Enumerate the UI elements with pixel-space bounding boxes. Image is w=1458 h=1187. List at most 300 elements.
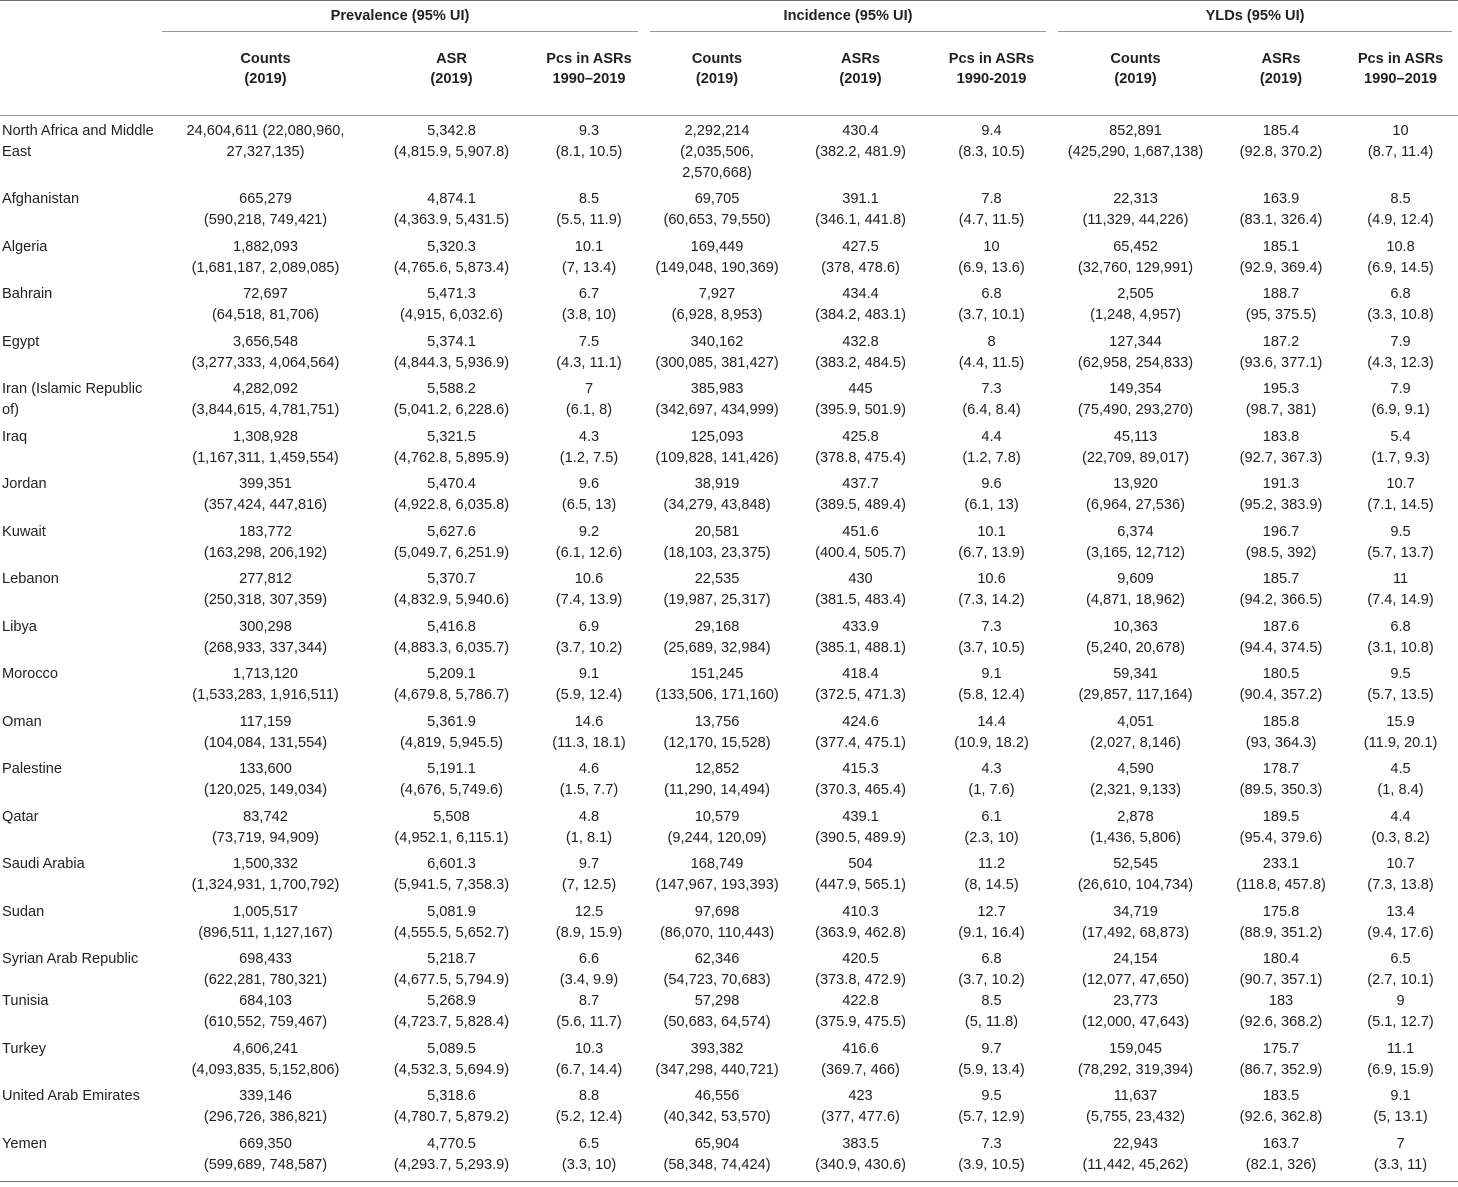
table-row bbox=[0, 1086, 1458, 1134]
incidence-pcs-header bbox=[931, 39, 1052, 116]
prevalence-group-header bbox=[162, 1, 644, 40]
value-cell bbox=[931, 379, 1052, 427]
value-cell bbox=[1219, 1086, 1343, 1134]
cell-interval: (93.6, 377.1) bbox=[1239, 354, 1323, 371]
cell-interval: (5, 13.1) bbox=[1373, 1109, 1428, 1125]
value-cell bbox=[162, 427, 369, 475]
value-cell bbox=[931, 991, 1052, 1039]
cell-interval: (4,922.8, 6,035.8) bbox=[393, 497, 510, 513]
value-cell bbox=[644, 617, 790, 665]
cell-value: 433.9 bbox=[842, 618, 879, 635]
cell-value: 10 bbox=[983, 238, 1000, 255]
value-cell bbox=[162, 902, 369, 950]
header-line: (2019) bbox=[839, 71, 882, 87]
cell-interval: (346.1, 441.8) bbox=[815, 212, 906, 228]
country-cell: North Africa and Middle East bbox=[2, 123, 154, 160]
value-cell bbox=[644, 332, 790, 380]
table-row bbox=[0, 991, 1458, 1039]
cell-interval: (4,780.7, 5,879.2) bbox=[393, 1109, 510, 1125]
value-cell bbox=[931, 116, 1052, 190]
country-cell: Qatar bbox=[2, 808, 39, 825]
value-cell bbox=[534, 1039, 644, 1087]
cell-interval: (25,689, 32,984) bbox=[663, 639, 771, 656]
cell-value: 34,719 bbox=[1113, 903, 1158, 920]
country-cell: Iran (Islamic Republic of) bbox=[2, 381, 143, 418]
header-line: (2019) bbox=[244, 71, 287, 87]
table-row bbox=[0, 1039, 1458, 1087]
cell-interval: (19,987, 25,317) bbox=[663, 592, 771, 608]
cell-value: 175.7 bbox=[1262, 1040, 1300, 1057]
cell-value: 4,051 bbox=[1117, 713, 1154, 730]
value-cell bbox=[162, 1039, 369, 1087]
cell-value: 4.4 bbox=[1390, 808, 1411, 825]
value-cell bbox=[1219, 237, 1343, 285]
cell-value: 6.1 bbox=[981, 808, 1002, 825]
empty-corner-cell bbox=[0, 1, 162, 40]
value-cell bbox=[162, 854, 369, 902]
value-cell bbox=[162, 116, 369, 190]
cell-value: 9.2 bbox=[578, 523, 600, 540]
value-cell bbox=[1052, 1086, 1219, 1134]
cell-interval: (6.9, 13.6) bbox=[958, 259, 1025, 276]
value-cell bbox=[534, 902, 644, 950]
value-cell bbox=[534, 617, 644, 665]
cell-interval: (7.3, 13.8) bbox=[1367, 877, 1434, 893]
cell-interval: (6.9, 15.9) bbox=[1367, 1061, 1434, 1078]
value-cell bbox=[931, 522, 1052, 570]
table-row bbox=[0, 474, 1458, 522]
cell-interval: (92.9, 369.4) bbox=[1239, 259, 1323, 276]
cell-interval: (1.2, 7.8) bbox=[962, 449, 1021, 466]
cell-value: 6.7 bbox=[578, 286, 600, 302]
cell-interval: (6,964, 27,536) bbox=[1086, 497, 1186, 513]
value-cell bbox=[162, 284, 369, 332]
cell-interval: (10.9, 18.2) bbox=[954, 734, 1029, 751]
cell-value: 1,308,928 bbox=[233, 428, 298, 445]
value-cell bbox=[790, 332, 931, 380]
cell-value: 5,342.8 bbox=[427, 123, 476, 139]
cell-interval: (296,726, 386,821) bbox=[203, 1109, 328, 1125]
cell-value: 11.1 bbox=[1386, 1040, 1415, 1057]
value-cell bbox=[1219, 569, 1343, 617]
cell-value: 9.4 bbox=[981, 123, 1002, 139]
value-cell bbox=[644, 712, 790, 760]
cell-value: 439.1 bbox=[842, 808, 879, 825]
cell-interval: (0.3, 8.2) bbox=[1371, 829, 1430, 846]
cell-interval: (382.2, 481.9) bbox=[815, 144, 906, 160]
cell-interval: (2,027, 8,146) bbox=[1090, 734, 1181, 751]
cell-value: 9.6 bbox=[981, 476, 1002, 492]
cell-value: 10.7 bbox=[1386, 856, 1415, 872]
country-cell: Kuwait bbox=[2, 523, 46, 540]
value-cell bbox=[1052, 854, 1219, 902]
country-cell: Oman bbox=[2, 713, 42, 730]
value-cell bbox=[1343, 1134, 1458, 1182]
cell-value: 9.1 bbox=[1390, 1088, 1411, 1104]
cell-interval: (300,085, 381,427) bbox=[655, 354, 779, 371]
cell-interval: (5, 11.8) bbox=[964, 1014, 1019, 1030]
cell-value: 423 bbox=[848, 1088, 873, 1104]
cell-value: 391.1 bbox=[842, 191, 879, 207]
cell-value: 5,361.9 bbox=[427, 713, 476, 730]
value-cell bbox=[1052, 807, 1219, 855]
cell-value: 6.8 bbox=[1390, 618, 1411, 635]
value-cell bbox=[931, 427, 1052, 475]
cell-interval: (4,676, 5,749.6) bbox=[399, 782, 504, 798]
cell-interval: (7.1, 14.5) bbox=[1367, 497, 1434, 513]
value-cell bbox=[1219, 712, 1343, 760]
cell-interval: (375.9, 475.5) bbox=[815, 1014, 906, 1030]
cell-value: 7.3 bbox=[981, 1135, 1002, 1152]
cell-interval: (425,290, 1,687,138) bbox=[1067, 144, 1204, 160]
value-cell bbox=[1343, 1086, 1458, 1134]
value-cell bbox=[644, 569, 790, 617]
value-cell bbox=[1343, 332, 1458, 380]
prevalence-pcs-header bbox=[534, 39, 644, 116]
cell-interval: (5.9, 13.4) bbox=[958, 1061, 1025, 1078]
value-cell bbox=[369, 664, 534, 712]
cell-interval: (8.7, 11.4) bbox=[1367, 144, 1434, 160]
value-cell bbox=[369, 807, 534, 855]
value-cell bbox=[1052, 237, 1219, 285]
cell-interval: (95, 375.5) bbox=[1245, 307, 1317, 323]
country-cell: Lebanon bbox=[2, 571, 59, 587]
value-cell bbox=[1343, 474, 1458, 522]
cell-value: 6.8 bbox=[981, 951, 1002, 967]
cell-value: 399,351 bbox=[239, 476, 292, 492]
cell-value: 9.1 bbox=[981, 666, 1002, 682]
cell-value: 4.6 bbox=[578, 761, 600, 777]
value-cell bbox=[534, 1086, 644, 1134]
header-line: Pcs in ASRs bbox=[546, 51, 632, 67]
cell-value: 9.7 bbox=[981, 1040, 1002, 1057]
value-cell bbox=[162, 991, 369, 1039]
cell-interval: (8.3, 10.5) bbox=[958, 144, 1025, 160]
cell-value: 8.5 bbox=[578, 191, 600, 207]
value-cell bbox=[534, 189, 644, 237]
cell-value: 1,500,332 bbox=[233, 856, 298, 872]
cell-value: 7 bbox=[1396, 1135, 1405, 1152]
value-cell bbox=[369, 1086, 534, 1134]
cell-interval: (133,506, 171,160) bbox=[655, 687, 779, 703]
cell-interval: (2,321, 9,133) bbox=[1090, 782, 1181, 798]
cell-value: 183 bbox=[1268, 993, 1294, 1009]
cell-value: 9 bbox=[1396, 993, 1405, 1009]
cell-value: 9,609 bbox=[1117, 571, 1154, 587]
value-cell bbox=[534, 854, 644, 902]
cell-interval: (3.3, 11) bbox=[1373, 1156, 1428, 1173]
cell-interval: (118.8, 457.8) bbox=[1236, 877, 1326, 893]
cell-interval: (610,552, 759,467) bbox=[203, 1014, 328, 1030]
cell-interval: (11.3, 18.1) bbox=[552, 734, 626, 751]
cell-interval: (2,035,506, bbox=[680, 144, 754, 160]
cell-interval: (4.7, 11.5) bbox=[958, 212, 1025, 228]
cell-value: 300,298 bbox=[239, 618, 292, 635]
cell-interval: (3.7, 10.2) bbox=[555, 639, 623, 656]
cell-interval: (75,490, 293,270) bbox=[1077, 402, 1194, 418]
cell-value: 5,318.6 bbox=[427, 1088, 476, 1104]
value-cell bbox=[162, 379, 369, 427]
table-row bbox=[0, 237, 1458, 285]
cell-value: 339,146 bbox=[239, 1088, 292, 1104]
cell-value: 188.7 bbox=[1262, 286, 1300, 302]
cell-interval: (32,760, 129,991) bbox=[1077, 259, 1194, 276]
cell-value: 7.9 bbox=[1390, 333, 1411, 350]
cell-interval: (92.6, 362.8) bbox=[1239, 1109, 1323, 1125]
value-cell bbox=[369, 332, 534, 380]
value-cell bbox=[644, 1086, 790, 1134]
cell-value: 22,313 bbox=[1113, 191, 1158, 207]
table-row bbox=[0, 189, 1458, 237]
value-cell bbox=[1343, 759, 1458, 807]
table-body bbox=[0, 116, 1458, 1182]
table-row bbox=[0, 854, 1458, 902]
cell-interval: (5.7, 13.7) bbox=[1367, 544, 1434, 561]
cell-interval: (7.4, 13.9) bbox=[555, 592, 623, 608]
cell-value: 8.5 bbox=[981, 993, 1002, 1009]
cell-value: 29,168 bbox=[694, 618, 740, 635]
cell-interval: (4,883.3, 6,035.7) bbox=[393, 639, 510, 656]
cell-value: 5,627.6 bbox=[427, 523, 476, 540]
cell-interval: (9.4, 17.6) bbox=[1367, 924, 1434, 941]
value-cell bbox=[1219, 427, 1343, 475]
value-cell bbox=[162, 474, 369, 522]
cell-interval: (5.2, 12.4) bbox=[555, 1109, 623, 1125]
value-cell bbox=[1219, 617, 1343, 665]
cell-value: 7.3 bbox=[981, 618, 1002, 635]
value-cell bbox=[644, 237, 790, 285]
cell-value: 4,606,241 bbox=[233, 1040, 298, 1057]
cell-interval: (4,844.3, 5,936.9) bbox=[393, 354, 510, 371]
value-cell bbox=[534, 474, 644, 522]
cell-value: 189.5 bbox=[1262, 808, 1300, 825]
value-cell bbox=[1343, 902, 1458, 950]
value-cell bbox=[1052, 991, 1219, 1039]
value-cell bbox=[534, 1134, 644, 1182]
cell-interval: (4,871, 18,962) bbox=[1086, 592, 1186, 608]
cell-value: 6.5 bbox=[578, 1135, 600, 1152]
cell-value: 185.8 bbox=[1262, 713, 1300, 730]
cell-value: 20,581 bbox=[694, 523, 740, 540]
cell-interval: (3.7, 10.2) bbox=[958, 972, 1025, 988]
cell-interval: (1, 8.4) bbox=[1377, 782, 1424, 798]
cell-value: 1,713,120 bbox=[233, 666, 298, 682]
cell-interval: (3.8, 10) bbox=[561, 307, 617, 323]
cell-interval: (5.6, 11.7) bbox=[556, 1014, 622, 1030]
cell-value: 6.9 bbox=[578, 618, 600, 635]
cell-value: 665,279 bbox=[239, 191, 292, 207]
value-cell bbox=[644, 807, 790, 855]
value-cell bbox=[1219, 1039, 1343, 1087]
cell-value: 13,920 bbox=[1113, 476, 1158, 492]
cell-interval: (1,167,311, 1,459,554) bbox=[192, 449, 339, 466]
table-row bbox=[0, 284, 1458, 332]
cell-value: 669,350 bbox=[239, 1135, 292, 1152]
value-cell bbox=[790, 759, 931, 807]
cell-value: 180.5 bbox=[1262, 666, 1300, 682]
cell-interval: (89.5, 350.3) bbox=[1239, 782, 1323, 798]
cell-value: 163.7 bbox=[1262, 1135, 1300, 1152]
value-cell bbox=[162, 759, 369, 807]
value-cell bbox=[790, 522, 931, 570]
table-row bbox=[0, 902, 1458, 950]
value-cell bbox=[931, 712, 1052, 760]
cell-value: 427.5 bbox=[842, 238, 879, 255]
cell-interval: (370.3, 465.4) bbox=[815, 782, 906, 798]
cell-value: 415.3 bbox=[842, 761, 879, 777]
cell-interval: (92.8, 370.2) bbox=[1239, 144, 1323, 160]
cell-value: 425.8 bbox=[842, 428, 879, 445]
cell-interval: (98.5, 392) bbox=[1245, 544, 1317, 561]
cell-interval: (4,532.3, 5,694.9) bbox=[393, 1061, 510, 1078]
cell-value: 195.3 bbox=[1262, 381, 1300, 397]
value-cell bbox=[790, 854, 931, 902]
value-cell bbox=[369, 569, 534, 617]
cell-interval: (12,170, 15,528) bbox=[663, 734, 771, 751]
cell-interval: (58,348, 74,424) bbox=[663, 1156, 771, 1173]
cell-value: 72,697 bbox=[243, 286, 288, 302]
value-cell bbox=[790, 237, 931, 285]
value-cell bbox=[644, 902, 790, 950]
value-cell bbox=[931, 949, 1052, 991]
country-cell: Bahrain bbox=[2, 286, 53, 302]
country-cell: Morocco bbox=[2, 666, 58, 682]
cell-interval: (383.2, 484.5) bbox=[815, 354, 906, 371]
value-cell bbox=[162, 1134, 369, 1182]
cell-value: 149,354 bbox=[1109, 381, 1162, 397]
cell-value: 504 bbox=[848, 856, 873, 872]
cell-interval: (4,915, 6,032.6) bbox=[399, 307, 504, 323]
table-row bbox=[0, 379, 1458, 427]
table-row bbox=[0, 949, 1458, 991]
value-cell bbox=[790, 949, 931, 991]
cell-interval: (163,298, 206,192) bbox=[203, 544, 328, 561]
cell-value: 62,346 bbox=[694, 951, 740, 967]
cell-interval: (7, 12.5) bbox=[561, 877, 617, 893]
cell-value: 10,363 bbox=[1113, 618, 1158, 635]
value-cell bbox=[162, 522, 369, 570]
value-cell bbox=[790, 379, 931, 427]
cell-value: 46,556 bbox=[694, 1088, 740, 1104]
cell-interval: (6.4, 8.4) bbox=[962, 402, 1021, 418]
cell-value: 185.1 bbox=[1262, 238, 1300, 255]
value-cell bbox=[1052, 116, 1219, 190]
cell-interval: (342,697, 434,999) bbox=[655, 402, 779, 418]
cell-interval: (4,819, 5,945.5) bbox=[399, 734, 504, 751]
cell-interval: (9.1, 16.4) bbox=[958, 924, 1025, 941]
country-cell: Jordan bbox=[2, 476, 47, 492]
value-cell bbox=[1343, 807, 1458, 855]
value-cell bbox=[1052, 189, 1219, 237]
cell-interval: (4,555.5, 5,652.7) bbox=[393, 924, 510, 941]
value-cell bbox=[369, 1039, 534, 1087]
value-cell bbox=[790, 1086, 931, 1134]
value-cell bbox=[162, 617, 369, 665]
cell-value: 4,770.5 bbox=[427, 1135, 476, 1152]
value-cell bbox=[1052, 759, 1219, 807]
country-cell: Tunisia bbox=[2, 993, 49, 1009]
value-cell bbox=[1343, 237, 1458, 285]
value-cell bbox=[369, 116, 534, 190]
cell-interval: (11,329, 44,226) bbox=[1082, 212, 1189, 228]
cell-interval: (373.8, 472.9) bbox=[815, 972, 906, 988]
cell-value: 4.4 bbox=[981, 428, 1002, 445]
table-row bbox=[0, 807, 1458, 855]
header-line: Pcs in ASRs bbox=[948, 51, 1035, 67]
cell-interval: (3,165, 12,712) bbox=[1086, 544, 1186, 561]
header-line: Counts bbox=[240, 51, 291, 67]
value-cell bbox=[1052, 427, 1219, 475]
value-cell bbox=[1219, 474, 1343, 522]
country-cell: Yemen bbox=[0, 1134, 162, 1182]
value-cell bbox=[1343, 617, 1458, 665]
cell-value: 4.3 bbox=[981, 761, 1002, 777]
value-cell bbox=[644, 949, 790, 991]
cell-interval: (73,719, 94,909) bbox=[211, 829, 320, 846]
value-cell bbox=[1219, 116, 1343, 190]
cell-interval: (60,653, 79,550) bbox=[663, 212, 771, 228]
value-cell bbox=[1343, 854, 1458, 902]
cell-interval: (377.4, 475.1) bbox=[815, 734, 906, 751]
group-header-row bbox=[0, 1, 1458, 40]
value-cell bbox=[369, 712, 534, 760]
cell-value: 340,162 bbox=[690, 333, 744, 350]
cell-value: 5,374.1 bbox=[427, 333, 476, 350]
cell-interval: (447.9, 565.1) bbox=[815, 877, 906, 893]
cell-value: 14.6 bbox=[574, 713, 604, 730]
cell-interval: (4,765.6, 5,873.4) bbox=[393, 259, 510, 276]
cell-interval: (4,832.9, 5,940.6) bbox=[393, 592, 510, 608]
cell-value: 4,282,092 bbox=[233, 381, 298, 397]
cell-value: 430 bbox=[848, 571, 873, 587]
value-cell bbox=[1343, 1039, 1458, 1087]
value-cell bbox=[644, 664, 790, 712]
cell-interval: (4,815.9, 5,907.8) bbox=[393, 144, 510, 160]
cell-interval: (4,723.7, 5,828.4) bbox=[393, 1014, 510, 1030]
cell-interval: (5.5, 11.9) bbox=[556, 212, 622, 228]
value-cell bbox=[1343, 712, 1458, 760]
cell-value: 6.8 bbox=[1390, 286, 1411, 302]
value-cell bbox=[1343, 284, 1458, 332]
cell-interval: (109,828, 141,426) bbox=[655, 449, 779, 466]
cell-interval: (22,709, 89,017) bbox=[1081, 449, 1190, 466]
cell-interval: (5,941.5, 7,358.3) bbox=[393, 877, 510, 893]
value-cell bbox=[162, 807, 369, 855]
cell-value: 185.7 bbox=[1262, 571, 1300, 587]
header-line: ASR bbox=[436, 51, 467, 67]
cell-interval: (590,218, 749,421) bbox=[203, 212, 328, 228]
cell-interval: (2.7, 10.1) bbox=[1367, 972, 1434, 988]
value-cell bbox=[1343, 379, 1458, 427]
cell-value: 24,154 bbox=[1113, 951, 1158, 967]
cell-interval: (18,103, 23,375) bbox=[663, 544, 771, 561]
cell-interval: (5.7, 12.9) bbox=[958, 1109, 1025, 1125]
cell-value: 12.5 bbox=[574, 903, 604, 920]
table-row bbox=[0, 427, 1458, 475]
cell-value: 22,535 bbox=[694, 571, 740, 587]
cell-value: 6.6 bbox=[578, 951, 600, 967]
value-cell bbox=[1219, 807, 1343, 855]
table-row bbox=[0, 617, 1458, 665]
cell-value: 420.5 bbox=[842, 951, 879, 967]
value-cell bbox=[1052, 1134, 1219, 1182]
cell-value: 5,081.9 bbox=[427, 903, 476, 920]
cell-value: 5,416.8 bbox=[427, 618, 476, 635]
cell-interval: (4,363.9, 5,431.5) bbox=[393, 212, 510, 228]
cell-interval: (3.4, 9.9) bbox=[559, 972, 619, 988]
cell-interval: (90.7, 357.1) bbox=[1239, 972, 1323, 988]
cell-value: 5,321.5 bbox=[427, 428, 476, 445]
